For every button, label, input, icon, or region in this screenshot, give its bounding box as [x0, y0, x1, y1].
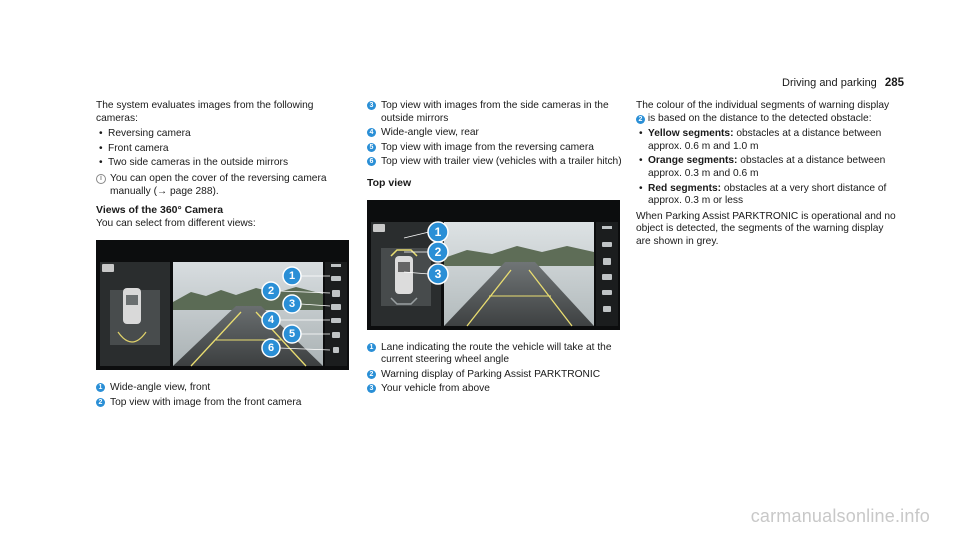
- segment-item: • Yellow segments: obstacles at a distance between approx. 0.6 m and 1.0 m: [636, 128, 898, 153]
- camera-list: [96, 128, 351, 170]
- segment-item: • Orange segments: obstacles at a distance between approx. 0.3 m and 0.6 m: [636, 155, 898, 180]
- camera-item: • Two side cameras in the outside mirrors: [96, 157, 351, 170]
- callout-1: 1: [282, 266, 302, 286]
- number-badge: 2: [367, 370, 376, 379]
- number-badge: 2: [96, 398, 105, 407]
- column-2: [367, 100, 622, 398]
- info-note: [96, 173, 351, 198]
- number-badge: 1: [96, 383, 105, 392]
- outro-text: When Parking Assist PARKTRONIC is operational and no object is detected, the segments of the warning display are shown in grey.: [636, 210, 896, 247]
- list-item: 1 Lane indicating the route the vehicle will take at the current steering wheel angle: [367, 342, 622, 367]
- callout-5: 5: [282, 324, 302, 344]
- reference-badge: 2: [636, 115, 645, 124]
- camera-item: • Front camera: [96, 143, 351, 156]
- intro-text: The system evaluates images from the following cameras:: [96, 100, 314, 124]
- column-3: [636, 100, 898, 252]
- page-number: 285: [884, 77, 904, 89]
- list-item: 2 Warning display of Parking Assist PARKTRONIC: [367, 369, 622, 382]
- number-badge: 5: [367, 143, 376, 152]
- views-heading: Views of the 360° Camera: [96, 204, 224, 217]
- top-view-screenshot: [367, 200, 620, 330]
- note-text: You can open the cover of the reversing camera manually (→ page 288).: [110, 172, 327, 197]
- list-item: 3 Your vehicle from above: [367, 383, 622, 396]
- callout-2: 2: [261, 281, 281, 301]
- watermark: carmanualsonline.info: [750, 506, 930, 527]
- views-subtext: You can select from different views:: [96, 217, 256, 229]
- colour-intro: The colour of the individual segments of warning display 2 is based on the distance to the detected obstacle:: [636, 100, 890, 124]
- list-item: 1 Wide-angle view, front: [96, 382, 351, 395]
- camera-item: • Reversing camera: [96, 128, 351, 141]
- number-badge: 6: [367, 157, 376, 166]
- callout-2: 2: [427, 241, 449, 263]
- camera-views-screenshot: [96, 240, 349, 370]
- segment-item: • Red segments: obstacles at a very short distance of approx. 0.3 m or less: [636, 183, 898, 208]
- section-title: Driving and parking: [782, 77, 877, 89]
- number-badge: 1: [367, 343, 376, 352]
- list-item: 3 Top view with images from the side cameras in the outside mirrors: [367, 100, 622, 125]
- list-item: 5 Top view with image from the reversing camera: [367, 142, 622, 155]
- number-badge: 3: [367, 101, 376, 110]
- list-item: 4 Wide-angle view, rear: [367, 127, 622, 140]
- list-item: 6 Top view with trailer view (vehicles with a trailer hitch): [367, 156, 622, 169]
- page-header: [782, 77, 904, 90]
- callout-4: 4: [261, 310, 281, 330]
- segment-list: [636, 128, 898, 208]
- info-icon: i: [96, 174, 106, 184]
- callout-1: 1: [427, 221, 449, 243]
- list-item: 2 Top view with image from the front camera: [96, 397, 351, 410]
- top-view-heading: Top view: [367, 176, 412, 189]
- number-badge: 4: [367, 128, 376, 137]
- callout-6: 6: [261, 338, 281, 358]
- column-1: [96, 100, 351, 412]
- number-badge: 3: [367, 384, 376, 393]
- callout-3: 3: [282, 294, 302, 314]
- callout-3: 3: [427, 263, 449, 285]
